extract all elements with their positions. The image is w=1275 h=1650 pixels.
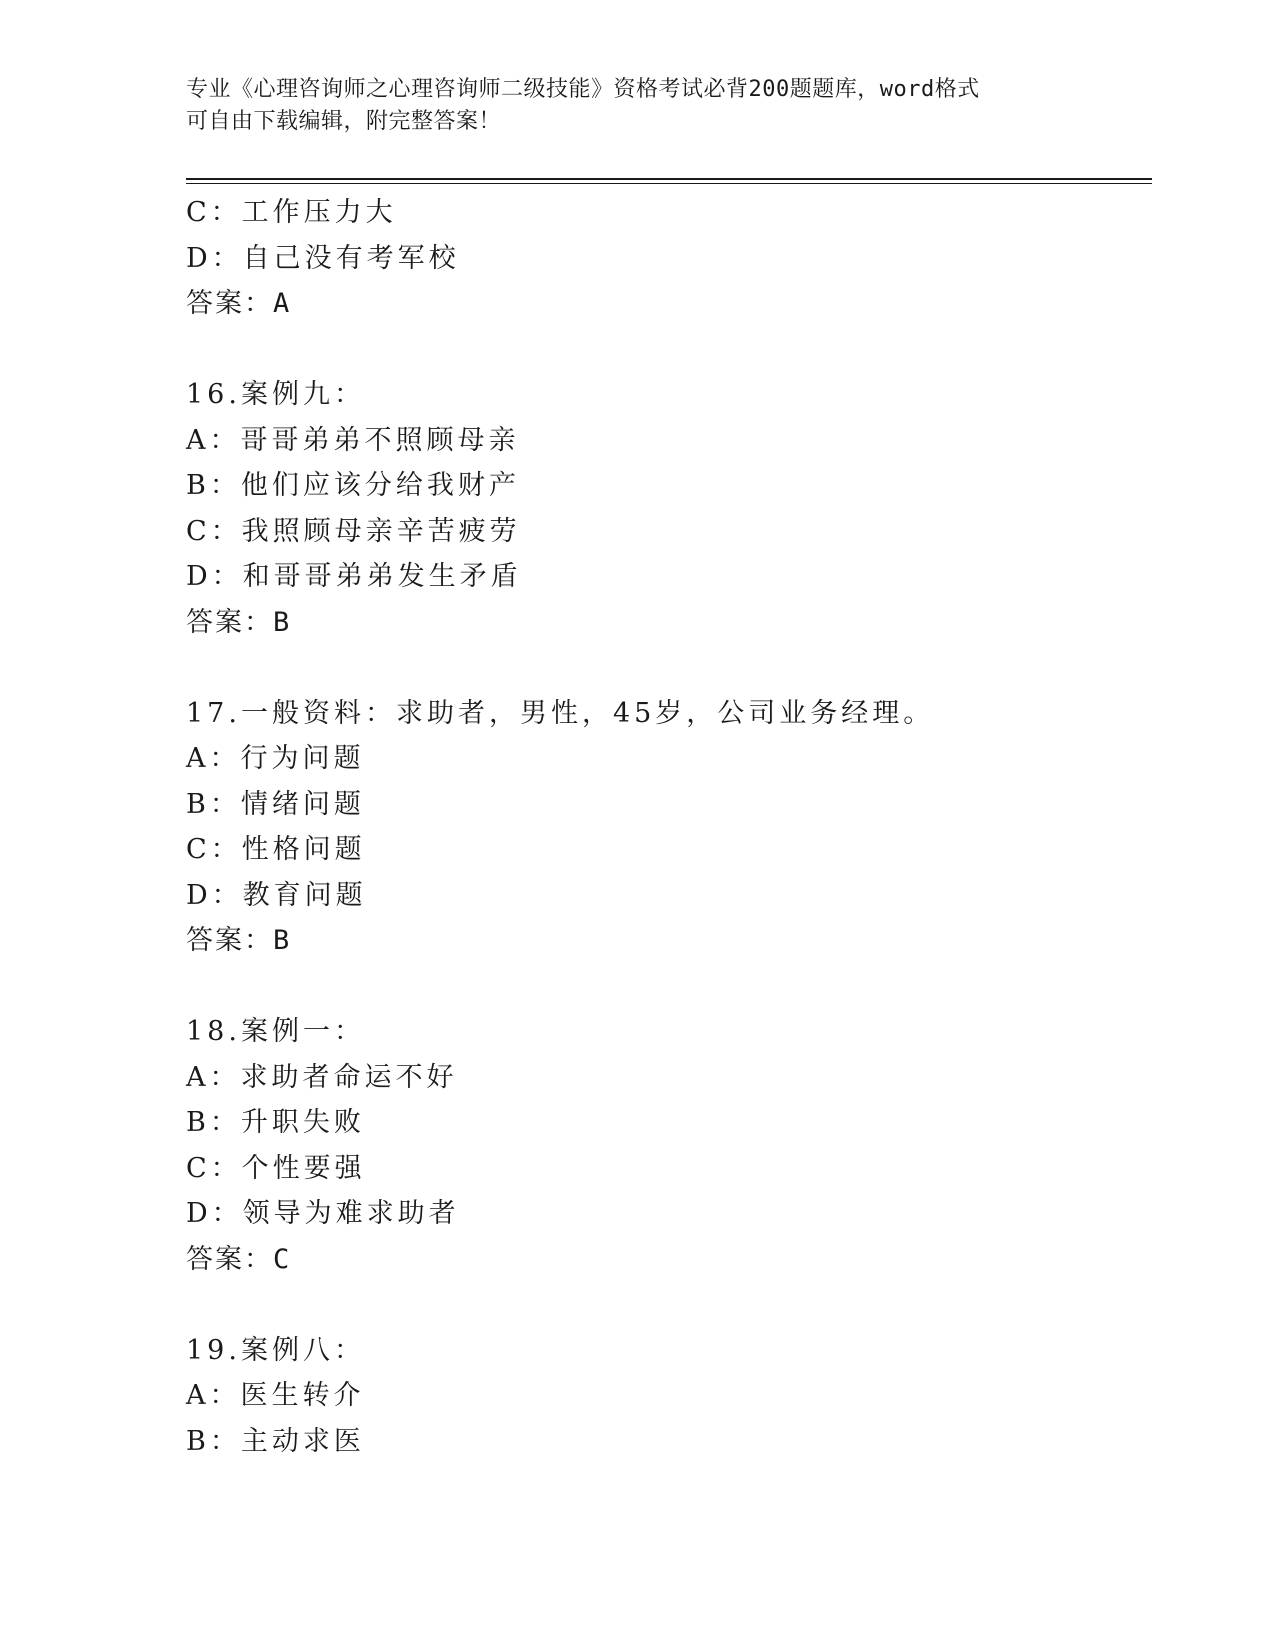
header-divider-thick — [186, 178, 1152, 180]
header-title-line-1: 专业《心理咨询师之心理咨询师二级技能》资格考试必背200题题库，word格式 — [186, 77, 980, 102]
document-header — [186, 74, 1066, 138]
answer-line: 答案：B — [186, 606, 292, 638]
answer-line: 答案：C — [186, 1243, 292, 1275]
option-c: C：工作压力大 — [186, 197, 397, 228]
spacer — [186, 1282, 1146, 1328]
option-a: A：医生转介 — [186, 1380, 365, 1411]
spacer — [186, 964, 1146, 1010]
option-c: C：我照顾母亲辛苦疲劳 — [186, 515, 521, 547]
option-a: A：行为问题 — [186, 743, 365, 774]
answer-line: 答案：B — [186, 925, 292, 956]
question-list — [186, 190, 1146, 1464]
header-divider-thin — [186, 183, 1152, 184]
option-d: D：领导为难求助者 — [186, 1198, 460, 1229]
option-b: B：升职失败 — [186, 1107, 365, 1138]
option-c: C：个性要强 — [186, 1152, 366, 1184]
option-a: A：求助者命运不好 — [186, 1061, 458, 1093]
option-b: B：主动求医 — [186, 1425, 365, 1457]
header-title-line-2: 可自由下载编辑，附完整答案！ — [186, 109, 502, 134]
option-d: D：教育问题 — [186, 879, 367, 911]
spacer — [186, 327, 1146, 373]
option-d: D：和哥哥弟弟发生矛盾 — [186, 561, 522, 592]
option-b: B：他们应该分给我财产 — [186, 470, 520, 501]
question-stem: 17.一般资料：求助者，男性，45岁，公司业务经理。 — [186, 697, 935, 729]
option-a: A：哥哥弟弟不照顾母亲 — [186, 424, 520, 456]
answer-line: 答案：A — [186, 288, 292, 319]
question-stem: 19.案例八： — [186, 1334, 365, 1366]
option-d: D：自己没有考军校 — [186, 242, 460, 274]
spacer — [186, 645, 1146, 691]
option-b: B：情绪问题 — [186, 788, 365, 820]
question-stem: 16.案例九： — [186, 379, 365, 410]
question-stem: 18.案例一： — [186, 1016, 365, 1047]
option-c: C：性格问题 — [186, 834, 366, 865]
